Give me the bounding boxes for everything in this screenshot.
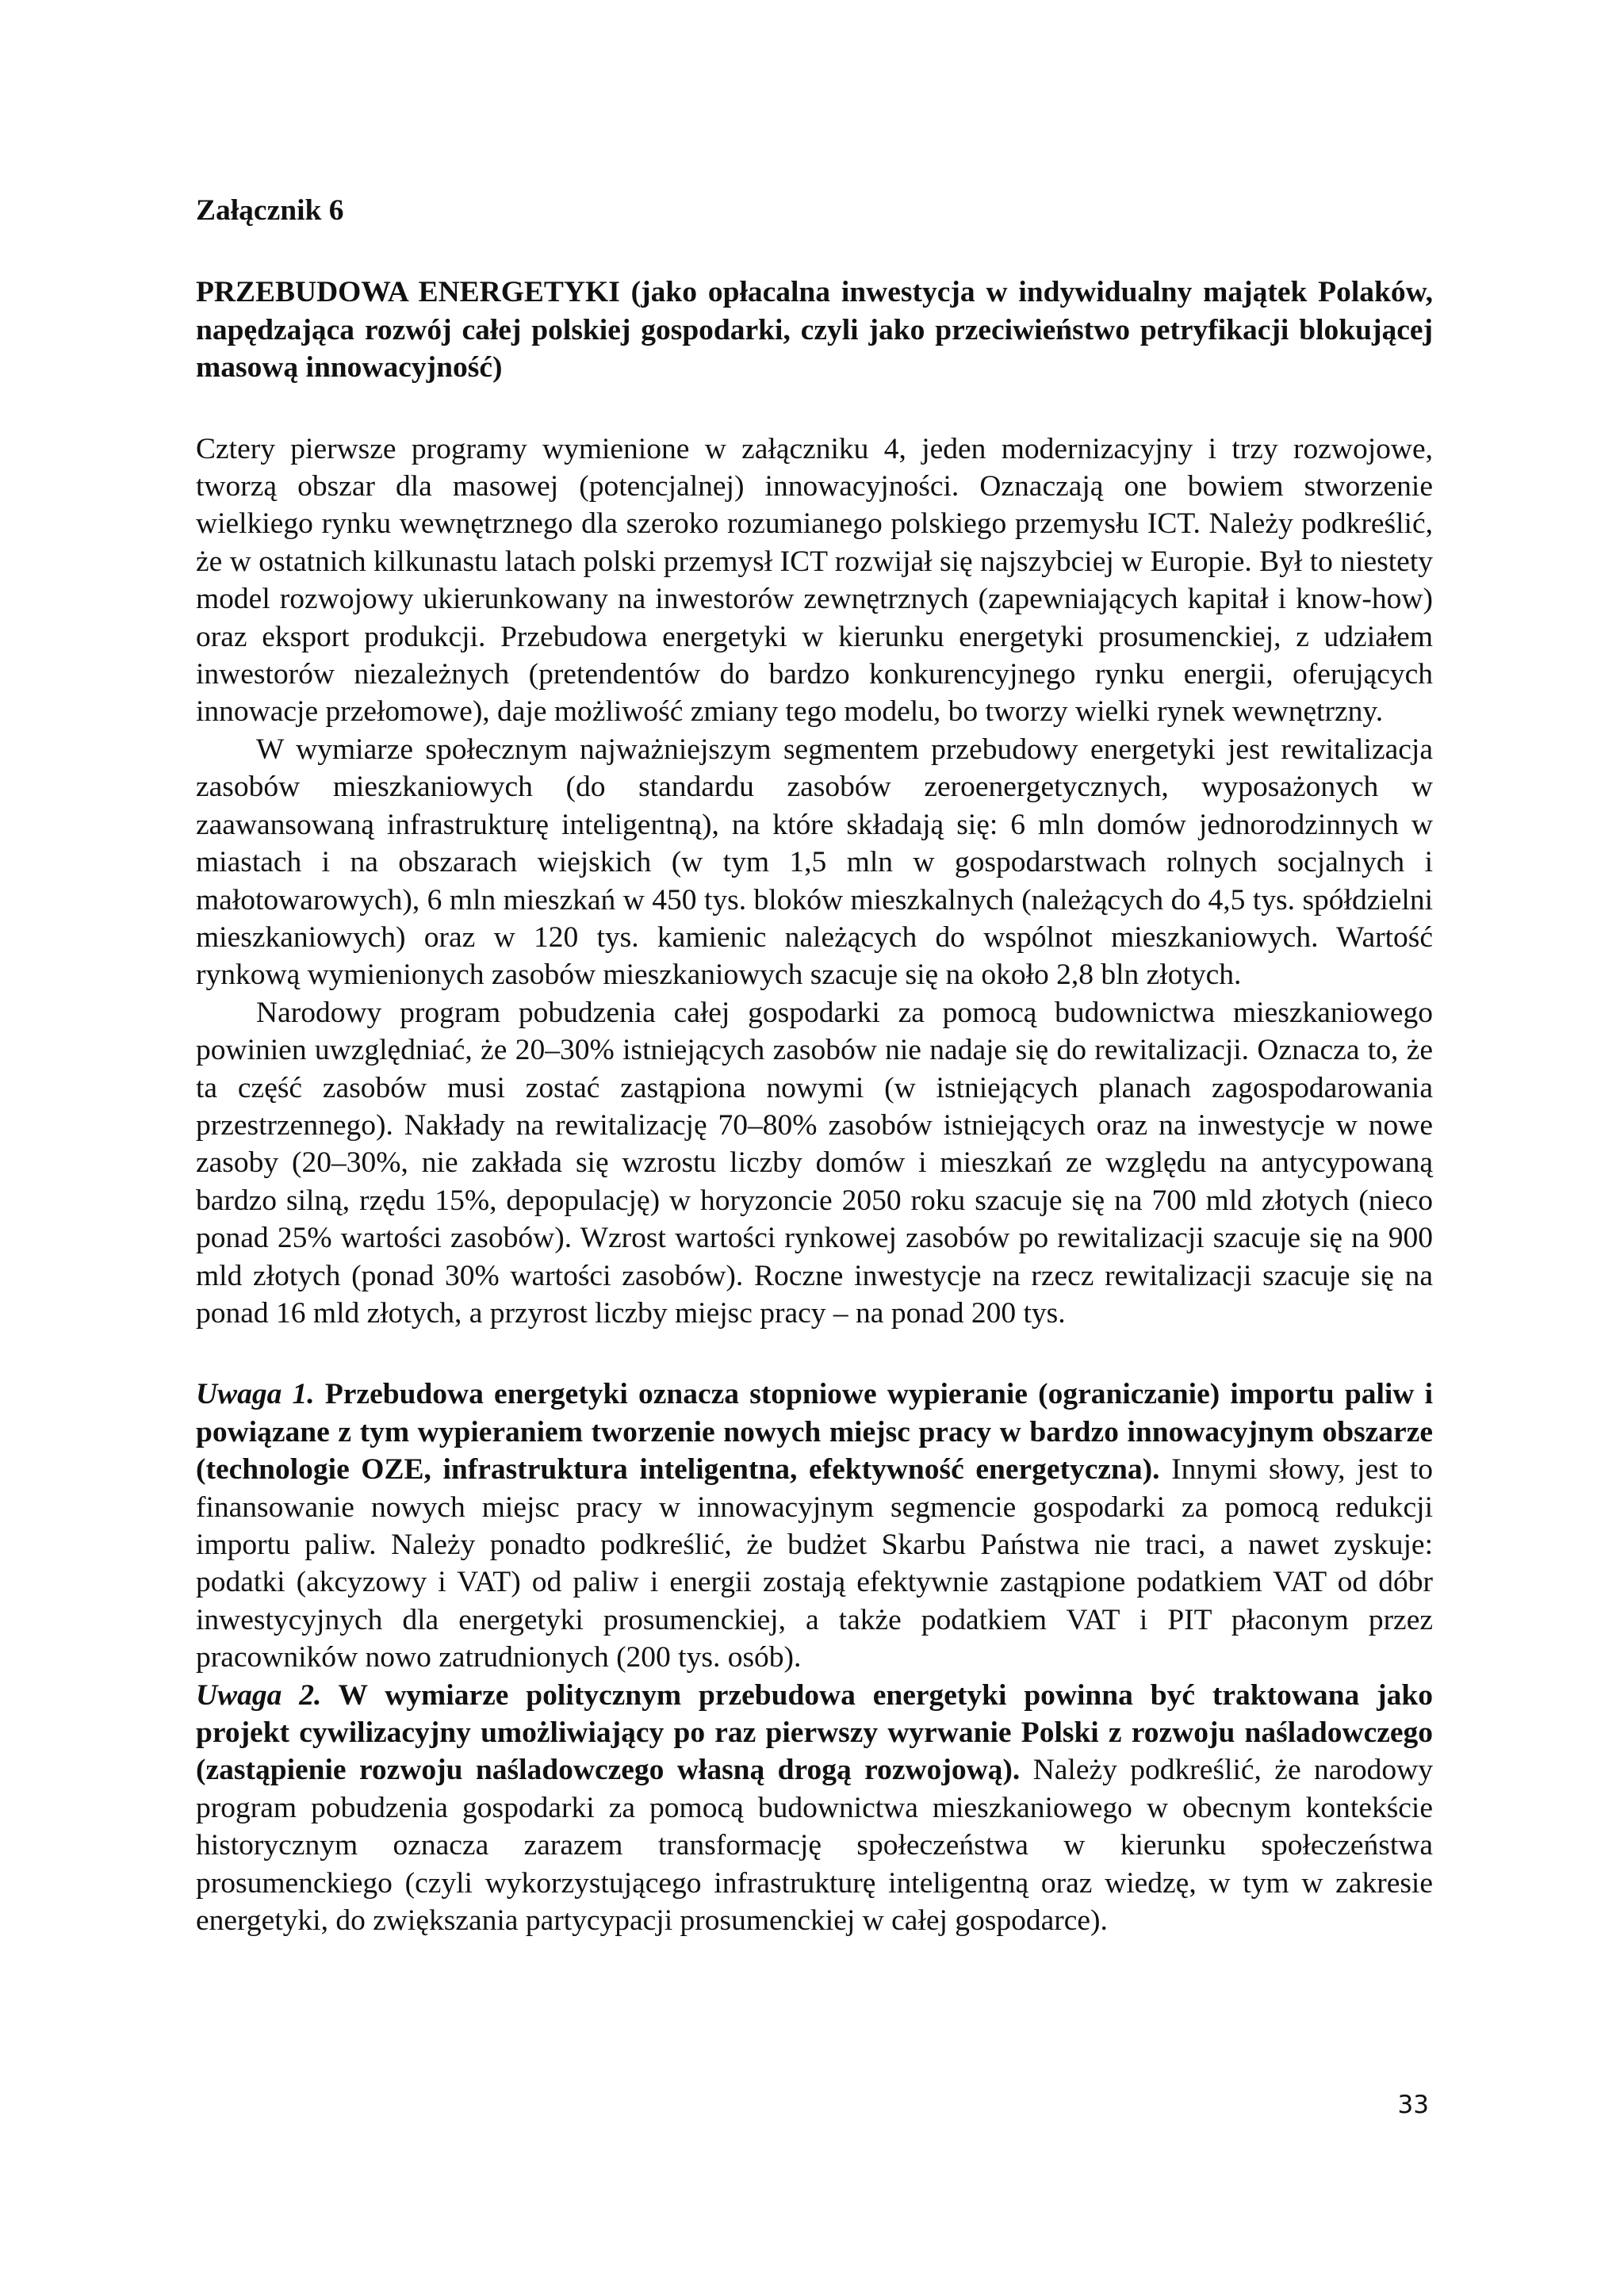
note-1-text: Innymi słowy, jest to finansowanie nowych miejsc pracy w innowacyjnym segmencie gospodarki za pomocą redukcji importu paliw. Należy ponadto podkreślić, że budżet Skarbu Państwa nie traci, a nawet zyskuje: podatki (akcyzowy i VAT) od paliw i energii zostają efektywnie zastąpione podatkiem VAT od dóbr inwestycyjnych dla energetyki prosumenckiej, a także podatkiem VAT i PIT płaconym przez pracowników nowo zatrudnionych (200 tys. osób). xyxy=(196,1453,1433,1674)
paragraph-social: W wymiarze społecznym najważniejszym segmentem przebudowy energetyki jest rewitalizacja zasobów mieszkaniowych (do standardu zasobów zeroenergetycznych, wyposażonych w zaawansowaną infrastrukturę inteligentną), na które składają się: 6 mln domów jednorodzinnych w miastach i na obszarach wiejskich (w tym 1,5 mln w gospodarstwach rolnych socjalnych i małotowarowych), 6 mln mieszkań w 450 tys. bloków mieszkalnych (należących do 4,5 tys. spółdzielni mieszkaniowych) oraz w 120 tys. kamienic należących do wspólnot mieszkaniowych. Wartość rynkową wymienionych zasobów mieszkaniowych szacuje się na około 2,8 bln złotych. xyxy=(196,733,1433,992)
note-2 xyxy=(196,1677,1433,1940)
note-1 xyxy=(196,1376,1433,1676)
document-page xyxy=(196,192,1433,1939)
note-1-bold-text: Przebudowa energetyki oznacza stopniowe wypieranie (ograniczanie) importu paliw i powiązane z tym wypieraniem tworzenie nowych miejsc pracy w bardzo innowacyjnym obszarze (technologie OZE, infrastruktura inteligentna, efektywność energetyczna). xyxy=(196,1378,1433,1487)
document-title: PRZEBUDOWA ENERGETYKI (jako opłacalna inwestycja w indywidualny majątek Polaków, napędzająca rozwój całej polskiej gospodarki, czyli jako przeciwieństwo petryfikacji blokującej masową innowacyjność) xyxy=(196,276,1433,385)
note-2-text: Należy podkreślić, że narodowy program pobudzenia gospodarki za pomocą budownictwa mieszkaniowego w obecnym kontekście historycznym oznacza zarazem transformację społeczeństwa w kierunku społeczeństwa prosumenckiego (czyli wykorzystującego infrastrukturę inteligentną oraz wiedzę, w tym w zakresie energetyki, do zwiększania partycypacji prosumenckiej w całej gospodarce). xyxy=(196,1754,1433,1938)
annex-label: Załącznik 6 xyxy=(196,194,344,227)
paragraph-national-program: Narodowy program pobudzenia całej gospodarki za pomocą budownictwa mieszkaniowego powinien uwzględniać, że 20–30% istniejących zasobów nie nadaje się do rewitalizacji. Oznacza to, że ta część zasobów musi zostać zastąpiona nowymi (w istniejących planach zagospodarowania przestrzennego). Nakłady na rewitalizację 70–80% zasobów istniejących oraz na inwestycje w nowe zasoby (20–30%, nie zakłada się wzrostu liczby domów i mieszkań ze względu na antycypowaną bardzo silną, rzędu 15%, depopulację) w horyzoncie 2050 roku szacuje się na 700 mld złotych (nieco ponad 25% wartości zasobów). Wzrost wartości rynkowej zasobów po rewitalizacji szacuje się na 900 mld złotych (ponad 30% wartości zasobów). Roczne inwestycje na rzecz rewitalizacji szacuje się na ponad 16 mld złotych, a przyrost liczby miejsc pracy – na ponad 200 tys. xyxy=(196,996,1433,1330)
paragraph-intro: Cztery pierwsze programy wymienione w załączniku 4, jeden modernizacyjny i trzy rozwojowe, tworzą obszar dla masowej (potencjalnej) innowacyjności. Oznaczają one bowiem stworzenie wielkiego rynku wewnętrznego dla szeroko rozumianego polskiego przemysłu ICT. Należy podkreślić, że w ostatnich kilkunastu latach polski przemysł ICT rozwijał się najszybciej w Europie. Był to niestety model rozwojowy ukierunkowany na inwestorów zewnętrznych (zapewniających kapitał i know-how) oraz eksport produkcji. Przebudowa energetyki w kierunku energetyki prosumenckiej, z udziałem inwestorów niezależnych (pretendentów do bardzo konkurencyjnego rynku energii, oferujących innowacje przełomowe), daje możliwość zmiany tego modelu, bo tworzy wielki rynek wewnętrzny. xyxy=(196,432,1433,729)
note-2-bold-text: W wymiarze politycznym przebudowa energetyki powinna być traktowana jako projekt cywilizacyjny umożliwiający po raz pierwszy wyrwanie Polski z rozwoju naśladowczego (zastąpienie rozwoju naśladowczego własną drogą rozwojową). xyxy=(196,1678,1433,1787)
page-number: 33 xyxy=(1397,2091,1429,2119)
note-2-label: Uwaga 2. xyxy=(196,1678,322,1712)
note-1-label: Uwaga 1. xyxy=(196,1378,315,1411)
